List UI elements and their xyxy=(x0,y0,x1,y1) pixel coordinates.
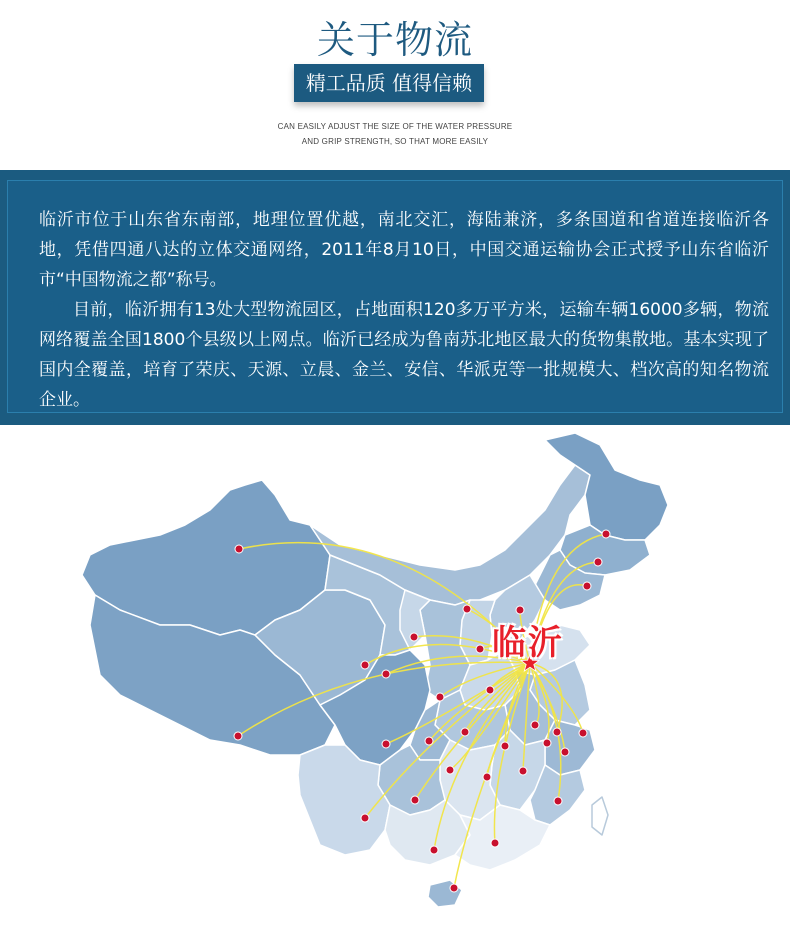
city-dot xyxy=(476,645,484,653)
city-dot xyxy=(425,737,433,745)
region-taiwan xyxy=(592,797,608,835)
city-dot xyxy=(436,693,444,701)
city-dot xyxy=(430,846,438,854)
region-hainan xyxy=(428,880,462,907)
intro-paragraph-1: 临沂市位于山东省东南部，地理位置优越，南北交汇，海陆兼济，多条国道和省道连接临沂各地，凭借四通八达的立体交通网络，2011年8月10日，中国交通运输协会正式授予山东省临沂市“中国物流之都”称号。 xyxy=(39,210,769,290)
city-dot xyxy=(501,742,509,750)
city-dot xyxy=(531,721,539,729)
city-dot xyxy=(450,884,458,892)
english-tagline-1: CAN EASILY ADJUST THE SIZE OF THE WATER PRESSURE xyxy=(277,122,513,131)
city-dot xyxy=(602,530,610,538)
intro-paragraph-2: 目前，临沂拥有13处大型物流园区，占地面积120多万平方米，运输车辆16000多辆，物流网络覆盖全国1800个县级以上网点。临沂已经成为鲁南苏北地区最大的货物集散地。基本实现了国内全覆盖，培育了荣庆、天源、立晨、金兰、安信、华派克等一批规模大、档次高的知名物流企业。 xyxy=(39,300,769,410)
city-dot xyxy=(382,740,390,748)
subtitle-banner: 精工品质 值得信赖 xyxy=(294,64,484,102)
city-dot xyxy=(543,739,551,747)
city-dot xyxy=(234,732,242,740)
city-dot xyxy=(361,814,369,822)
city-dot xyxy=(486,686,494,694)
city-dot xyxy=(579,729,587,737)
city-dot xyxy=(561,748,569,756)
city-dot xyxy=(382,670,390,678)
city-dot xyxy=(361,661,369,669)
intro-panel xyxy=(7,180,783,413)
city-dot xyxy=(583,582,591,590)
city-dot xyxy=(463,605,471,613)
city-dot xyxy=(410,633,418,641)
china-map-svg xyxy=(0,425,790,943)
hub-city-label: 临沂 xyxy=(492,623,564,663)
page-title: 关于物流 xyxy=(316,18,473,62)
english-tagline-2: AND GRIP STRENGTH, SO THAT MORE EASILY xyxy=(301,137,489,146)
region-zhejiang xyxy=(545,720,595,775)
china-logistics-map xyxy=(0,425,790,943)
city-dot xyxy=(411,796,419,804)
city-dot xyxy=(235,545,243,553)
city-dot xyxy=(446,766,454,774)
intro-band xyxy=(0,170,790,425)
city-dot xyxy=(516,606,524,614)
city-dot xyxy=(554,797,562,805)
header xyxy=(0,0,790,170)
city-dot xyxy=(461,728,469,736)
city-dot xyxy=(594,558,602,566)
city-dot xyxy=(491,839,499,847)
city-dot xyxy=(519,767,527,775)
intro-text xyxy=(39,205,769,415)
city-dot xyxy=(483,773,491,781)
city-dot xyxy=(553,728,561,736)
